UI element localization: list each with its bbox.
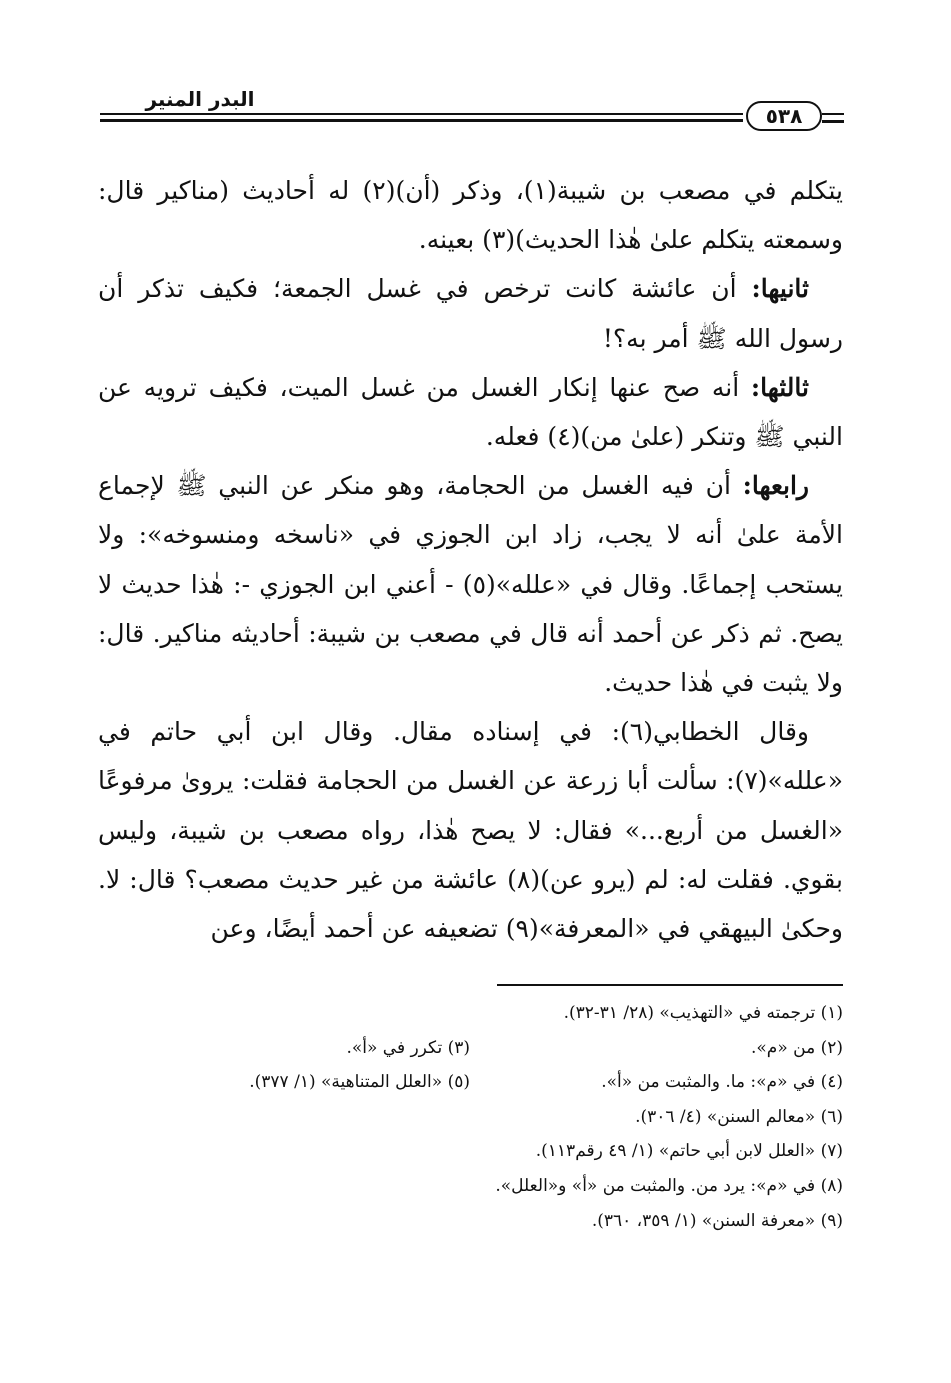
footnote: (٣) تكرر في «أ».	[346, 1037, 470, 1058]
footnote-row	[130, 996, 843, 1031]
page-number: ٥٣٨	[746, 101, 822, 131]
footnote: (٧) «العلل لابن أبي حاتم» (١/ ٤٩ رقم١١٣).	[535, 1141, 843, 1162]
footnote-row	[130, 1065, 843, 1100]
footnote-row	[130, 1134, 843, 1169]
running-title: البدر المنير	[145, 87, 255, 111]
footnote-row	[130, 1204, 843, 1239]
footnote: (٢) من «م».	[751, 1037, 843, 1058]
paragraph	[98, 461, 843, 707]
paragraph-text: أنه صح عنها إنكار الغسل من غسل الميت، فكيف ترويه عن النبي ﷺ وتنكر (علىٰ من)(٤) فعله.	[98, 372, 843, 452]
footnote-separator	[497, 984, 843, 986]
footnote-row	[130, 1031, 843, 1066]
paragraph	[98, 166, 843, 264]
paragraph-text: أن عائشة كانت ترخص في غسل الجمعة؛ فكيف تذكر أن رسول الله ﷺ أمر به؟!	[98, 274, 843, 353]
header-rule-thin	[100, 113, 743, 115]
paragraph-text: يتكلم في مصعب بن شيبة(١)، وذكر (أن)(٢) له أحاديث (مناكير قال: وسمعته يتكلم علىٰ هٰذا الحديث)(٣) بعينه.	[98, 176, 843, 255]
footnote: (٤) في «م»: ما. والمثبت من «أ».	[601, 1072, 843, 1093]
paragraph	[98, 363, 843, 461]
paragraph-text: وقال الخطابي(٦): في إسناده مقال. وقال ابن أبي حاتم في «علله»(٧): سألت أبا زرعة عن الغسل من الحجامة فقلت: يرویٰ مرفوعًا «الغسل من أربع...» فقال: لا يصح هٰذا، رواه مصعب بن شيبة، وليس بقوي. فقلت له: لم (يرو عن)(٨) عائشة من غير حديث مصعب؟ قال: لا. وحكىٰ البيهقي في «المعرفة»(٩) تضعيفه عن أحمد أيضًا، وعن	[98, 717, 843, 944]
page-number-rule-thick	[822, 120, 844, 123]
footnotes	[130, 996, 843, 1238]
footnote: (٥) «العلل المتناهية» (١/ ٣٧٧).	[249, 1072, 470, 1093]
paragraph	[98, 707, 843, 953]
main-text	[98, 166, 843, 953]
footnote: (٨) في «م»: يرد من. والمثبت من «أ» و«العلل».	[495, 1175, 843, 1196]
page-number-rule-thin	[822, 113, 844, 115]
paragraph-label: ثالثها:	[750, 372, 809, 402]
footnote: (١) ترجمته في «التهذيب» (٢٨/ ٣١-٣٢).	[563, 1003, 843, 1023]
footnote: (٦) «معالم السنن» (٤/ ٣٠٦).	[635, 1106, 843, 1127]
paragraph-label: رابعها:	[742, 471, 809, 501]
paragraph-text: أن فيه الغسل من الحجامة، وهو منكر عن النبي ﷺ لإجماع الأمة علىٰ أنه لا يجب، زاد ابن الجوزي في «ناسخه ومنسوخه»: ولا يستحب إجماعًا. وقال في «علله»(٥) - أعني ابن الجوزي -: هٰذا حديث لا يصح. ثم ذكر عن أحمد أنه قال في مصعب بن شيبة: أحاديثه مناكير. قال: ولا يثبت في هٰذا حديث.	[98, 471, 843, 698]
header-rule-thick	[100, 119, 743, 122]
footnote: (٩) «معرفة السنن» (١/ ٣٥٩، ٣٦٠).	[591, 1210, 843, 1231]
paragraph	[98, 264, 843, 362]
footnote-row	[130, 1169, 843, 1204]
paragraph-label: ثانيها:	[751, 274, 809, 304]
footnote-row	[130, 1100, 843, 1135]
